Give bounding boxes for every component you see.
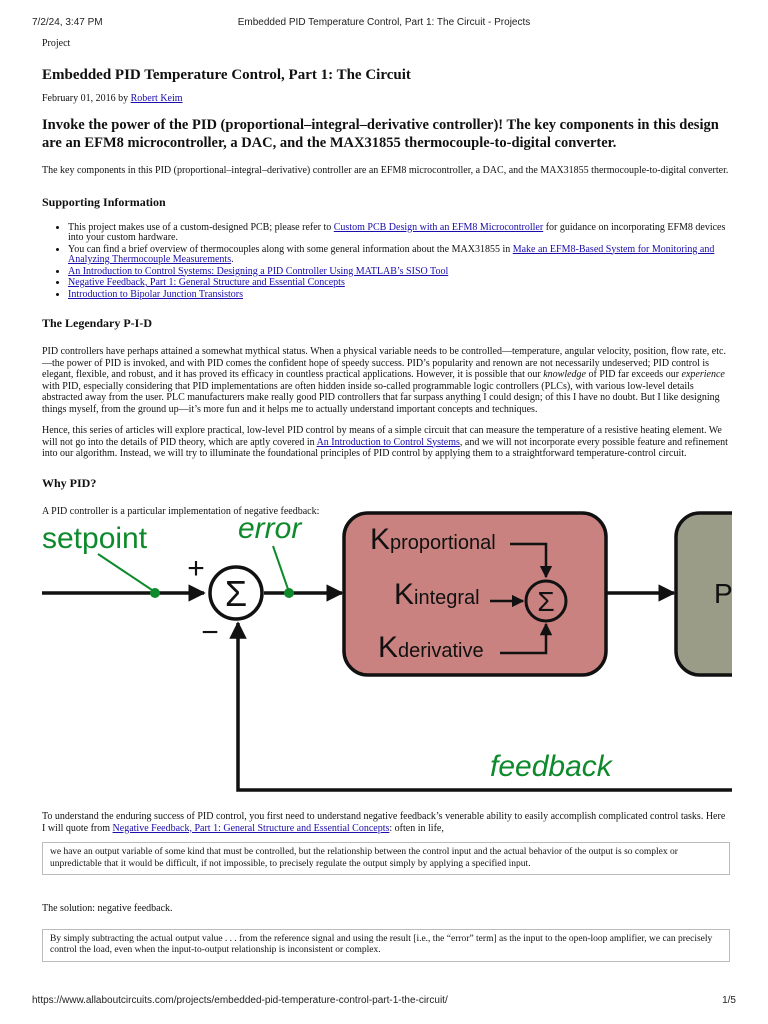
feedback-label: feedback — [490, 750, 612, 783]
article-byline — [42, 93, 730, 104]
link-efm8-thermocouple[interactable]: Make an EFM8-Based System for Monitoring and Analyzing Thermocouple Measurements — [68, 243, 715, 265]
list-item — [68, 245, 730, 266]
legendary-paragraph-1 — [42, 346, 730, 415]
list-item — [68, 223, 730, 244]
error-dot — [284, 588, 294, 598]
paragraph-text: : often in life, — [389, 822, 444, 834]
setpoint-dot — [150, 588, 160, 598]
print-datetime: 7/2/24, 3:47 PM — [32, 17, 103, 28]
pid-block-diagram — [0, 500, 768, 810]
paragraph-text: Hence, this series of articles will explore practical, low-level PID control by means of a simple circuit that can measure the temperature of a resistive heating element. We will not go into the details of PID theory, which are aptly covered in — [42, 425, 722, 448]
supporting-heading: Supporting Information — [42, 194, 166, 209]
setpoint-label: setpoint — [42, 522, 148, 555]
print-page-number: 1/5 — [722, 995, 736, 1006]
negative-feedback-paragraph — [42, 811, 730, 834]
print-url: https://www.allaboutcircuits.com/projects/embedded-pid-temperature-control-part-1-the-circuit/ — [32, 995, 448, 1006]
article-title: Embedded PID Temperature Control, Part 1: The Circuit — [42, 67, 411, 83]
paragraph-text: , and we will not incorporate every possible feature and refinement into our algorithm. Instead, we will try to illuminate the foundational principles of PID control by applying them to a straightforward temperature-control circuit. — [42, 436, 728, 459]
article-date: February 01, 2016 by — [42, 93, 129, 104]
paragraph-text: of PID far exceeds our — [586, 369, 682, 380]
plant-label: P — [714, 578, 733, 609]
legendary-paragraph-2 — [42, 425, 730, 460]
link-negative-feedback-quote[interactable]: Negative Feedback, Part 1: General Structure and Essential Concepts — [112, 822, 390, 834]
why-pid-heading: Why PID? — [42, 475, 97, 490]
emphasis-text: knowledge — [543, 369, 586, 380]
paragraph-text: To understand the enduring success of PID control, you first need to understand negative feedback’s venerable ability to easily accomplish complicated control tasks. Here I will quote from — [42, 811, 726, 834]
legendary-heading: The Legendary P-I-D — [42, 316, 152, 330]
setpoint-leader — [98, 554, 155, 592]
error-leader — [273, 546, 289, 592]
link-bjt-intro[interactable]: Introduction to Bipolar Junction Transistors — [68, 288, 243, 300]
link-custom-pcb[interactable]: Custom PCB Design with an EFM8 Microcontroller — [333, 221, 544, 233]
list-item-text: This project makes use of a custom-designed PCB; please refer to — [68, 221, 334, 233]
blockquote-2: By simply subtracting the actual output value . . . from the reference signal and using the result [i.e., the “error” term] as the input to the open-loop amplifier, we can precisely control the load, even when the input-to-output relationship is inconsistent or complex. — [42, 929, 730, 962]
print-page-title: Embedded PID Temperature Control, Part 1: The Circuit - Projects — [237, 17, 531, 28]
list-item-text: You can find a brief overview of thermocouples along with some general information about the MAX31855 in — [68, 243, 513, 255]
author-link[interactable]: Robert Keim — [130, 93, 183, 104]
list-item — [68, 290, 730, 301]
blockquote-1: we have an output variable of some kind that must be controlled, but the relationship between the control input and the actual behavior of the output is so complex or unpredictable that it would be difficult, if not impossible, to precisely regulate the output simply by applying a specified input. — [42, 842, 730, 875]
paragraph-text: with PID, especially considering that PID implementations are often hidden inside so-called programmable logic controllers (PLCs), with various low-level details abstracted away from the user. PLC manufacturers make really good PID controllers that far surpass anything I could design; of this I have no doubt. But I like designing things myself, from the ground up—it’s more fun and it helps me to actually understand important concepts and techniques. — [42, 380, 720, 415]
why-pid-intro: A PID controller is a particular implementation of negative feedback: — [42, 505, 320, 517]
article — [42, 38, 730, 517]
page-clip — [732, 508, 768, 680]
error-label: error — [238, 512, 302, 545]
article-lead: Invoke the power of the PID (proportional–integral–derivative controller)! The key components in this design are an EFM8 microcontroller, a DAC, and the MAX31855 thermocouple-to-digital converter. — [42, 117, 719, 151]
minus-sign: − — [201, 616, 219, 649]
list-item-text: . — [231, 254, 234, 265]
link-intro-control[interactable]: An Introduction to Control Systems — [316, 436, 460, 448]
k-proportional-label: Kproportional — [370, 523, 496, 556]
list-item-text: for guidance on incorporating EFM8 devices into your custom hardware. — [68, 221, 726, 243]
solution-paragraph: The solution: negative feedback. — [42, 903, 173, 914]
controller-summing-symbol: Σ — [537, 586, 555, 617]
link-intro-control-systems[interactable]: An Introduction to Control Systems: Designing a PID Controller Using MATLAB’s SISO Tool — [68, 265, 449, 277]
link-negative-feedback[interactable]: Negative Feedback, Part 1: General Structure and Essential Concepts — [68, 277, 345, 288]
k-integral-label: Kintegral — [394, 578, 480, 611]
after-diagram-section — [42, 811, 730, 962]
plus-sign: + — [187, 552, 205, 585]
list-item — [68, 278, 730, 289]
paragraph-text: PID controllers have perhaps attained a somewhat mythical status. When a physical variable needs to be controlled—temperature, angular velocity, position, flow rate, etc.—the power of PID is invoked, and with PID comes the confident hope of speedy success. PID’s popularity and renown are not necessarily undeserved; PID control is elegant, flexible, and robust, and it has proved its efficacy in countless practical applications. However, it is possible that our — [42, 346, 726, 380]
k-derivative-label: Kderivative — [378, 631, 484, 664]
list-item — [68, 267, 730, 278]
supporting-list — [42, 223, 730, 301]
article-category: Project — [42, 38, 71, 49]
article-summary: The key components in this PID (proportional–integral–derivative) controller are an EFM8 microcontroller, a DAC, and the MAX31855 thermocouple-to-digital converter. — [42, 165, 729, 176]
emphasis-text: experience — [681, 369, 725, 380]
summing-junction-symbol: Σ — [224, 573, 248, 614]
